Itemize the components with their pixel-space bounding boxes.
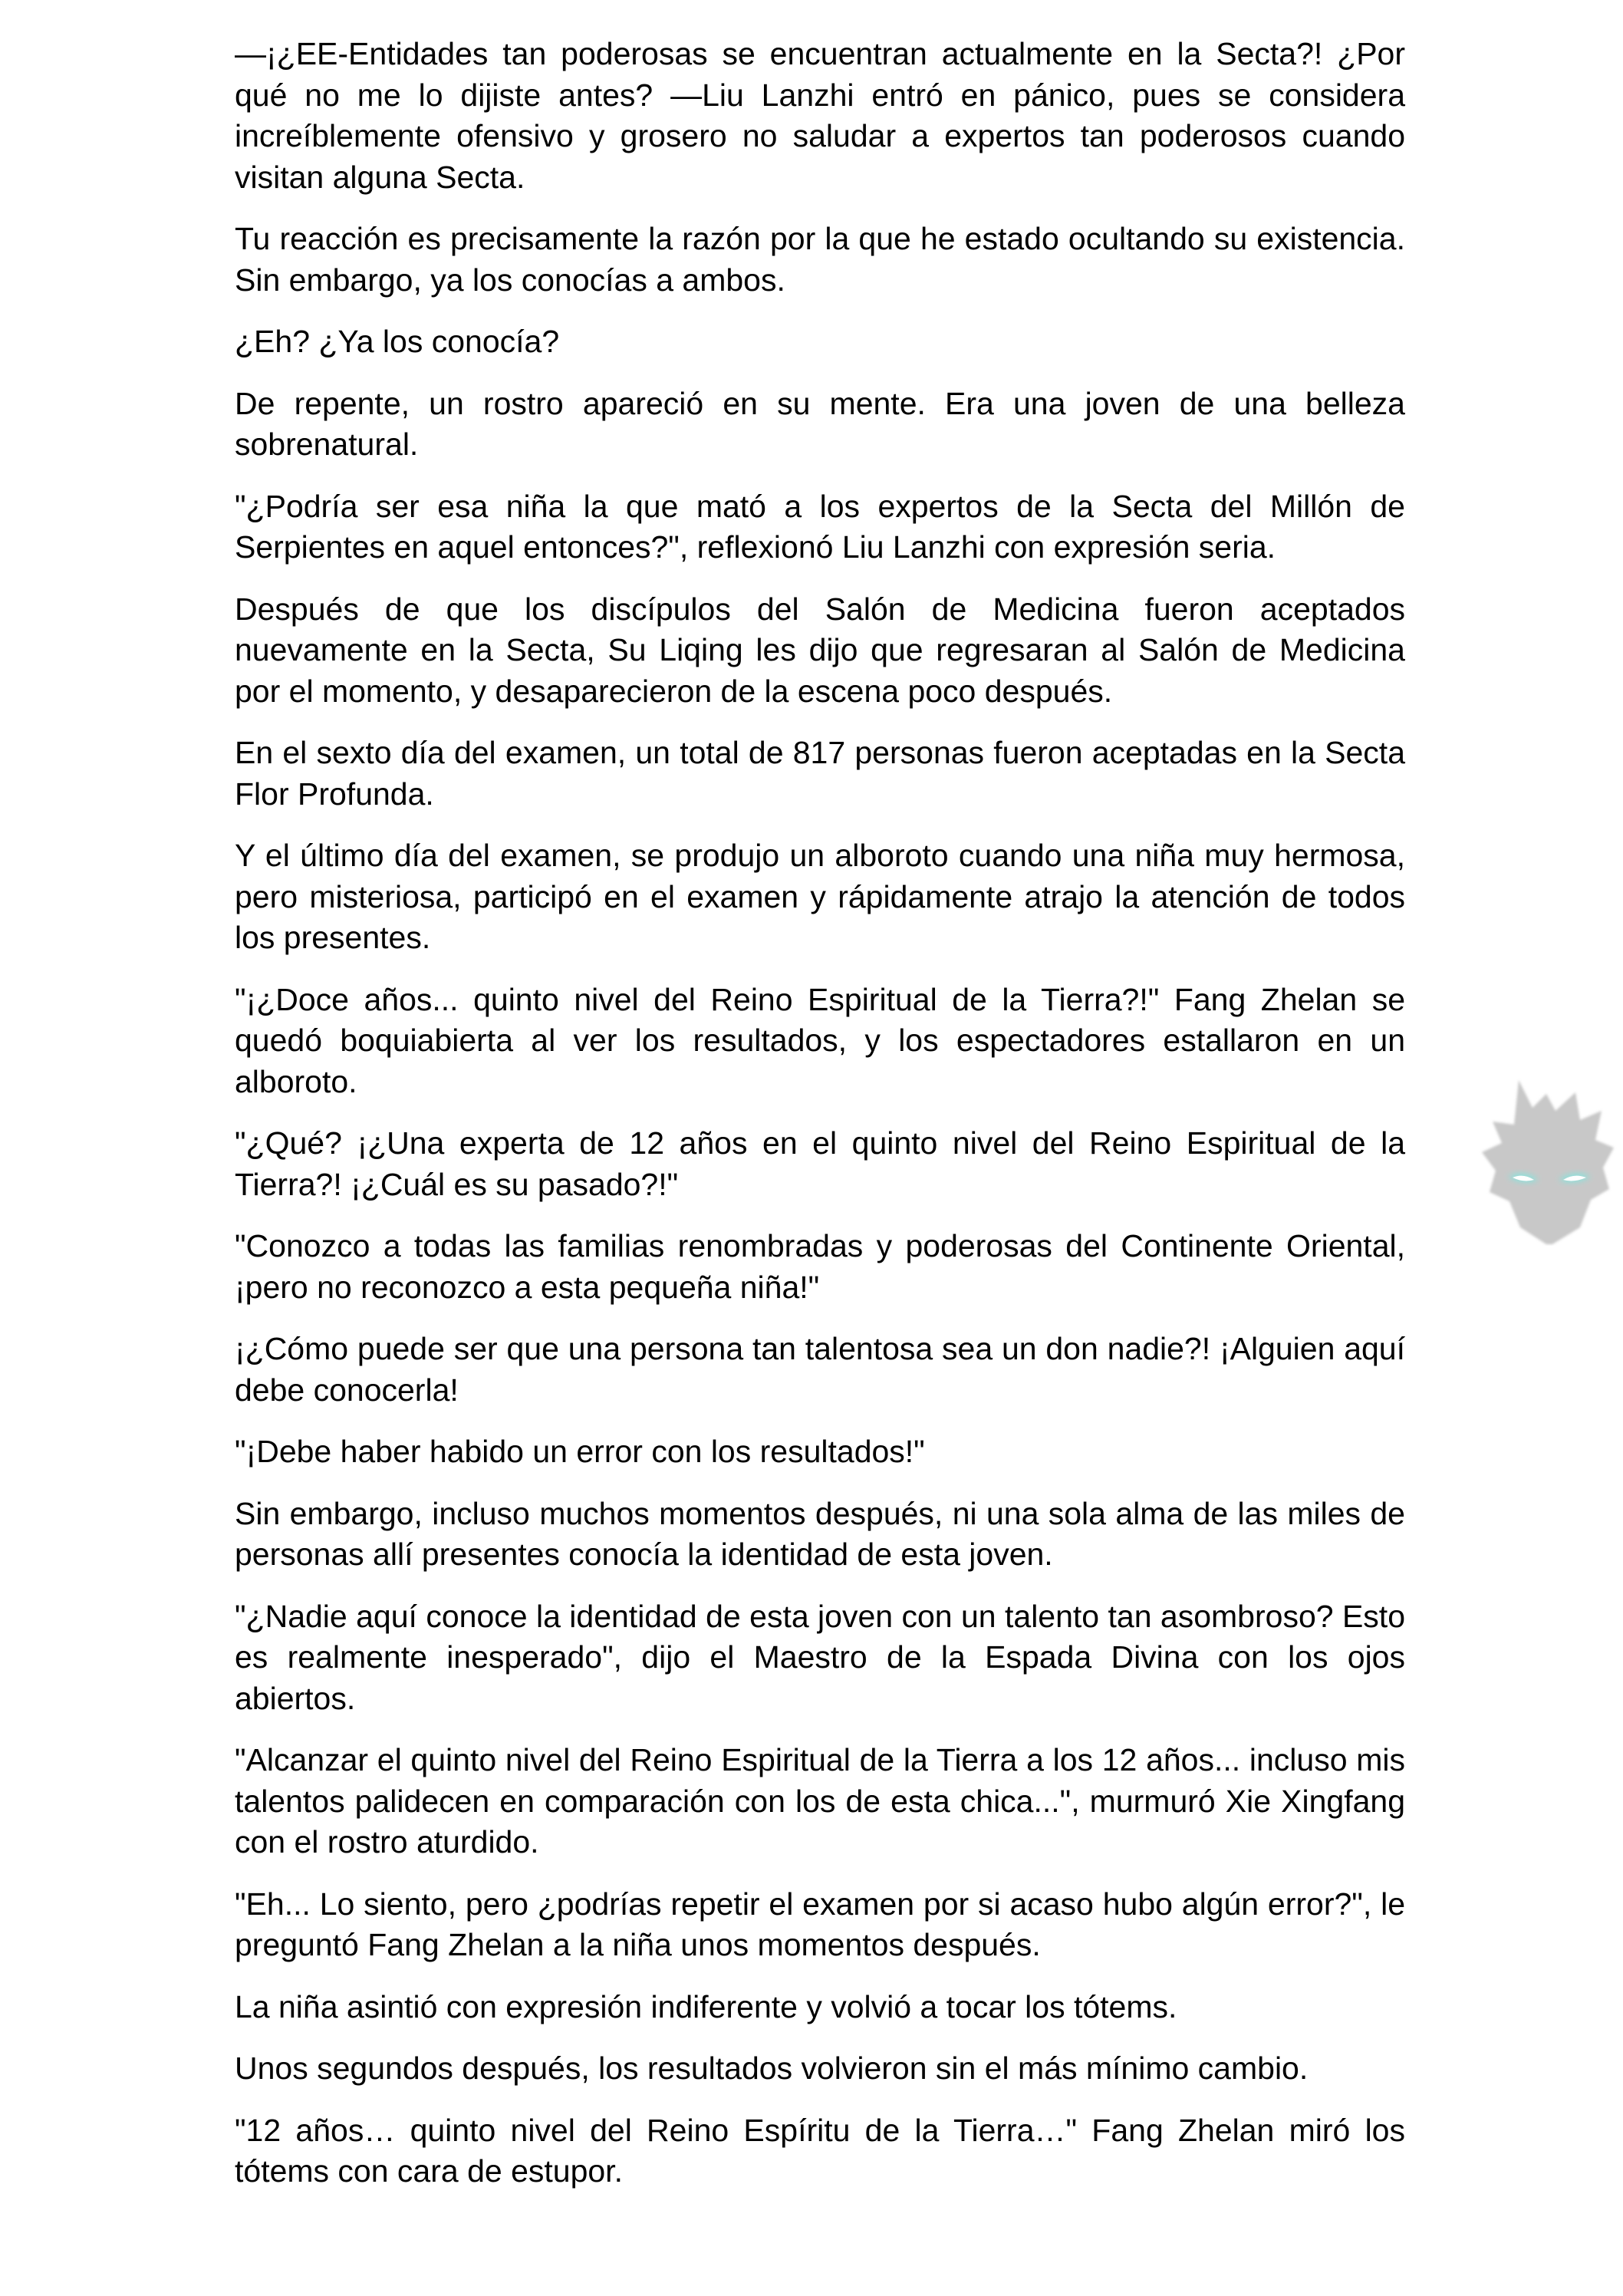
paragraph: Tu reacción es precisamente la razón por la que he estado ocultando su existencia. Sin embargo, ya los conocías a ambos. bbox=[235, 221, 1405, 298]
paragraph: Y el último día del examen, se produjo un alboroto cuando una niña muy hermosa, pero misteriosa, participó en el examen y rápidamente atrajo la atención de todos los presentes. bbox=[235, 838, 1405, 955]
paragraph: "¡¿Doce años... quinto nivel del Reino Espiritual de la Tierra?!" Fang Zhelan se quedó boquiabierta al ver los resultados, y los espectadores estallaron en un alboroto. bbox=[235, 981, 1405, 1099]
paragraph: En el sexto día del examen, un total de 817 personas fueron aceptadas en la Secta Flor Profunda. bbox=[235, 735, 1405, 812]
paragraph: "¿Qué? ¡¿Una experta de 12 años en el quinto nivel del Reino Espiritual de la Tierra?! ¡¿Cuál es su pasado?!" bbox=[235, 1125, 1405, 1202]
paragraph: "¿Nadie aquí conoce la identidad de esta joven con un talento tan asombroso? Esto es realmente inesperado", dijo el Maestro de la Espada Divina con los ojos abiertos. bbox=[235, 1598, 1405, 1716]
paragraph: Después de que los discípulos del Salón de Medicina fueron aceptados nuevamente en la Secta, Su Liqing les dijo que regresaran al Salón de Medicina por el momento, y desaparecieron de la escena poco después. bbox=[235, 591, 1405, 709]
demon-head-icon bbox=[1473, 1077, 1623, 1246]
paragraph: "¿Podría ser esa niña la que mató a los expertos de la Secta del Millón de Serpientes en aquel entonces?", reflexionó Liu Lanzhi con expresión seria. bbox=[235, 488, 1405, 565]
paragraph: De repente, un rostro apareció en su mente. Era una joven de una belleza sobrenatural. bbox=[235, 385, 1405, 462]
paragraph: Sin embargo, incluso muchos momentos después, ni una sola alma de las miles de personas allí presentes conocía la identidad de esta joven. bbox=[235, 1495, 1405, 1572]
paragraph: "Conozco a todas las familias renombradas y poderosas del Continente Oriental, ¡pero no reconozco a esta pequeña niña!" bbox=[235, 1228, 1405, 1305]
paragraph: "Alcanzar el quinto nivel del Reino Espiritual de la Tierra a los 12 años... incluso mis talentos palidecen en comparación con los de esta chica...", murmuró Xie Xingfang con el rostro aturdido. bbox=[235, 1742, 1405, 1860]
paragraph: "¡Debe haber habido un error con los resultados!" bbox=[235, 1434, 925, 1469]
paragraph: ¿Eh? ¿Ya los conocía? bbox=[235, 324, 560, 359]
paragraph: ¡¿Cómo puede ser que una persona tan talentosa sea un don nadie?! ¡Alguien aquí debe conocerla! bbox=[235, 1331, 1405, 1408]
paragraph: "12 años… quinto nivel del Reino Espíritu de la Tierra…" Fang Zhelan miró los tótems con cara de estupor. bbox=[235, 2112, 1405, 2189]
paragraph: Unos segundos después, los resultados volvieron sin el más mínimo cambio. bbox=[235, 2051, 1309, 2086]
text-column bbox=[235, 34, 1405, 2213]
paragraph: "Eh... Lo siento, pero ¿podrías repetir el examen por si acaso hubo algún error?", le preguntó Fang Zhelan a la niña unos momentos después. bbox=[235, 1886, 1405, 1962]
paragraph: La niña asintió con expresión indiferente y volvió a tocar los tótems. bbox=[235, 1988, 1177, 2024]
paragraph: —¡¿EE-Entidades tan poderosas se encuentran actualmente en la Secta?! ¿Por qué no me lo dijiste antes? —Liu Lanzhi entró en pánico, pues se considera increíblemente ofensivo y grosero no saludar a expertos tan poderosos cuando visitan alguna Secta. bbox=[235, 36, 1405, 195]
